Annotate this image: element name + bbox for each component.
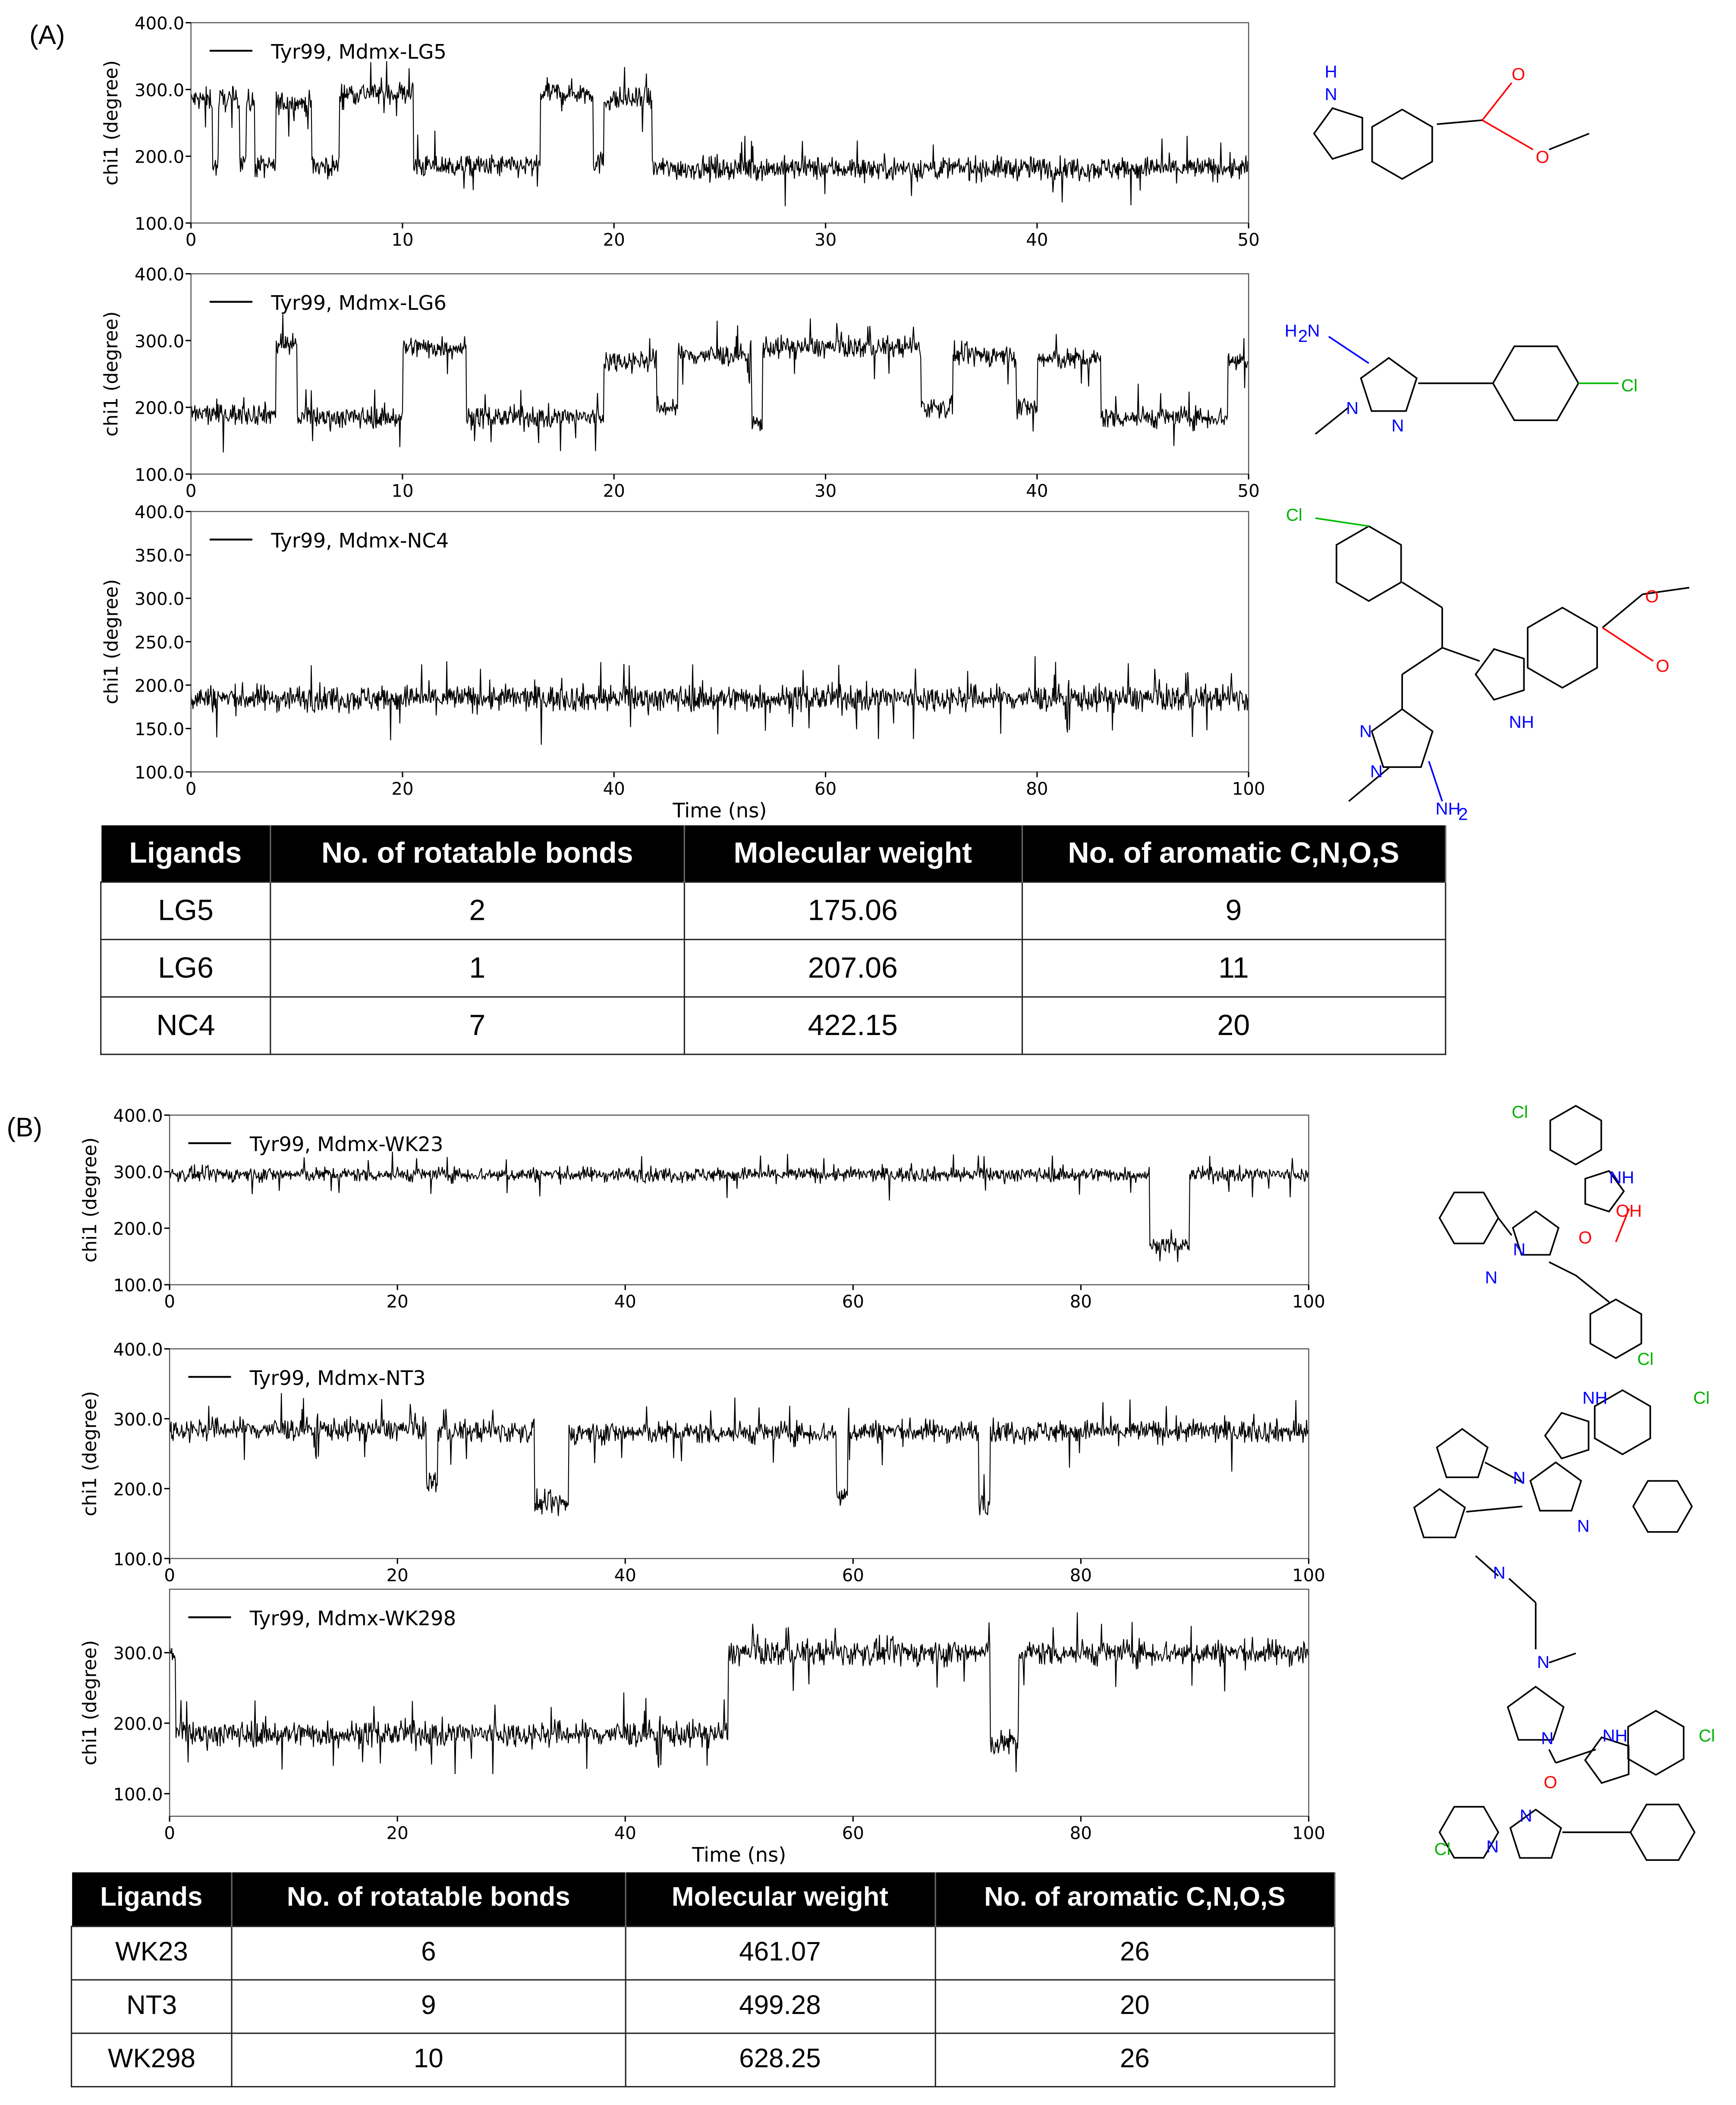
ring: [1440, 1193, 1498, 1243]
molecule-nc4: [1286, 505, 1670, 824]
y-tick-label: 100.0: [113, 1276, 163, 1296]
ring: [1508, 1687, 1563, 1740]
panel-label-b: (B): [6, 1114, 43, 1143]
y-tick-label: 100.0: [113, 1784, 163, 1805]
y-tick-label: 300.0: [134, 80, 185, 101]
atom: N: [1391, 415, 1404, 435]
x-tick-label: 20: [603, 481, 625, 501]
atom: NH: [1582, 1388, 1608, 1408]
atom: Cl: [1621, 375, 1638, 395]
bond: [1329, 337, 1369, 363]
x-tick-label: 60: [842, 1565, 864, 1586]
y-tick-label: 400.0: [134, 503, 185, 523]
legend-label: Tyr99, Mdmx-LG6: [271, 291, 447, 315]
table-cell: 1: [270, 939, 684, 996]
atom: N: [1577, 1516, 1590, 1536]
x-tick-label: 80: [1069, 1823, 1092, 1844]
column-header: No. of aromatic C,N,O,S: [1022, 825, 1446, 881]
ring: [1475, 649, 1524, 700]
atom: NH: [1602, 1726, 1628, 1746]
bond: [1549, 1749, 1556, 1763]
atom: Cl: [1511, 1102, 1528, 1122]
y-tick-label: 100.0: [134, 214, 185, 234]
x-tick-label: 0: [164, 1823, 175, 1844]
ring: [1545, 1413, 1588, 1459]
panel-label-a: (A): [29, 21, 65, 51]
column-header: Molecular weight: [684, 825, 1022, 881]
y-tick-label: 400.0: [113, 1340, 163, 1360]
table-cell: 26: [935, 2033, 1335, 2086]
ring: [1337, 526, 1401, 601]
x-tick-label: 60: [842, 1823, 864, 1844]
molecule-wk298: [1434, 1563, 1715, 1859]
x-tick-label: 0: [164, 1565, 175, 1586]
y-tick-label: 200.0: [134, 398, 185, 418]
molecule-lg6: [1285, 321, 1638, 435]
x-tick-label: 20: [603, 230, 625, 250]
ring: [1314, 108, 1362, 159]
ring: [1372, 110, 1432, 179]
bond: [1482, 120, 1533, 150]
atom: N: [1537, 1652, 1550, 1672]
x-tick-label: 0: [164, 1292, 175, 1312]
atom: H: [1324, 62, 1337, 82]
x-tick-label: 40: [614, 1823, 636, 1844]
x-tick-label: 20: [386, 1565, 409, 1586]
atom: O: [1511, 64, 1525, 84]
y-tick-label: 100.0: [113, 1549, 163, 1570]
bond: [1315, 518, 1369, 526]
table-cell: 207.06: [684, 939, 1022, 996]
atom: Cl: [1434, 1839, 1451, 1859]
bond: [1498, 1218, 1512, 1235]
bond: [1602, 628, 1653, 661]
atom: 2: [1298, 326, 1308, 346]
y-axis-label: chi1 (degree): [79, 1640, 101, 1765]
atom: N: [1307, 321, 1320, 341]
atom: O: [1656, 656, 1670, 676]
y-tick-label: 150.0: [134, 720, 185, 740]
bond: [1437, 120, 1482, 124]
atom: O: [1578, 1227, 1592, 1247]
y-axis-label: chi1 (degree): [101, 60, 123, 186]
x-tick-label: 10: [391, 230, 414, 250]
table-cell: 461.07: [625, 1926, 935, 1979]
y-tick-label: 400.0: [134, 14, 185, 34]
y-tick-label: 400.0: [134, 265, 185, 285]
table-cell: 26: [935, 1926, 1335, 1979]
table-cell: WK23: [72, 1926, 232, 1979]
atom: N: [1513, 1240, 1526, 1259]
y-tick-label: 200.0: [134, 676, 185, 696]
ring: [1414, 1489, 1465, 1537]
x-tick-label: 30: [814, 481, 837, 501]
x-tick-label: 40: [1026, 230, 1048, 250]
atom: OH: [1616, 1201, 1642, 1221]
y-tick-label: 250.0: [134, 632, 185, 653]
y-tick-label: 200.0: [113, 1714, 163, 1734]
y-tick-label: 200.0: [113, 1479, 163, 1500]
ring: [1528, 607, 1597, 688]
x-tick-label: 50: [1237, 230, 1260, 250]
bond: [1549, 1653, 1576, 1663]
ring: [1590, 1299, 1641, 1358]
x-tick-label: 40: [1026, 481, 1048, 501]
legend-label: Tyr99, Mdmx-WK298: [249, 1607, 456, 1630]
x-tick-label: 80: [1026, 779, 1048, 799]
ring: [1510, 1809, 1561, 1858]
atom: N: [1493, 1563, 1506, 1583]
column-header: Ligands: [72, 1872, 232, 1926]
bond: [1576, 1275, 1609, 1302]
table-cell: 20: [1022, 996, 1446, 1054]
bond: [1442, 648, 1480, 661]
table-cell: NT3: [72, 1979, 232, 2033]
table-cell: LG5: [101, 881, 271, 939]
x-tick-label: 40: [614, 1565, 636, 1586]
legend-label: Tyr99, Mdmx-NT3: [249, 1366, 426, 1390]
column-header: No. of aromatic C,N,O,S: [935, 1872, 1335, 1926]
molecule-wk23: [1485, 1102, 1654, 1369]
ring: [1630, 1805, 1695, 1860]
y-axis-label: chi1 (degree): [101, 311, 123, 437]
x-tick-label: 0: [185, 230, 197, 250]
atom: Cl: [1637, 1349, 1654, 1369]
y-tick-label: 100.0: [134, 763, 185, 783]
x-tick-label: 100: [1292, 1292, 1325, 1312]
table-cell: 2: [270, 881, 684, 939]
x-tick-label: 20: [391, 779, 414, 799]
bond: [1509, 1579, 1536, 1603]
y-tick-label: 100.0: [134, 465, 185, 485]
ring: [1493, 346, 1579, 420]
atom: N: [1513, 1468, 1526, 1488]
table-cell: NC4: [101, 996, 271, 1054]
x-tick-label: 100: [1232, 779, 1265, 799]
atom: N: [1324, 85, 1337, 104]
ring: [1633, 1481, 1692, 1532]
atom: N: [1486, 1837, 1499, 1856]
x-axis-label: Time (ns): [673, 799, 767, 822]
y-tick-label: 300.0: [113, 1644, 163, 1664]
x-tick-label: 80: [1069, 1292, 1092, 1312]
bond: [1429, 761, 1442, 801]
x-tick-label: 20: [386, 1823, 409, 1844]
column-header: Ligands: [101, 825, 271, 881]
column-header: No. of rotatable bonds: [270, 825, 684, 881]
bond: [1549, 134, 1589, 150]
table-cell: 9: [1022, 881, 1446, 939]
x-tick-label: 40: [603, 779, 625, 799]
x-tick-label: 20: [386, 1292, 409, 1312]
table-cell: LG6: [101, 939, 271, 996]
bond: [1482, 83, 1512, 120]
table-cell: 422.15: [684, 996, 1022, 1054]
x-tick-label: 0: [185, 779, 197, 799]
y-tick-label: 400.0: [113, 1106, 163, 1126]
bond: [1349, 768, 1389, 801]
atom: Cl: [1693, 1388, 1710, 1408]
x-axis-label: Time (ns): [692, 1843, 786, 1866]
table-cell: 9: [232, 1979, 625, 2033]
ring: [1361, 358, 1417, 411]
table-cell: 175.06: [684, 881, 1022, 939]
ring: [1628, 1711, 1684, 1775]
y-tick-label: 300.0: [113, 1410, 163, 1430]
column-header: No. of rotatable bonds: [232, 1872, 625, 1926]
x-tick-label: 0: [185, 481, 197, 501]
y-tick-label: 300.0: [134, 589, 185, 610]
atom: N: [1519, 1806, 1532, 1826]
atom: 2: [1458, 804, 1468, 824]
bond: [1556, 1749, 1596, 1763]
x-tick-label: 80: [1069, 1565, 1092, 1586]
ring: [1530, 1462, 1581, 1510]
atom: Cl: [1698, 1726, 1715, 1746]
x-tick-label: 30: [814, 230, 837, 250]
y-axis-label: chi1 (degree): [101, 579, 123, 705]
y-axis-label: chi1 (degree): [79, 1137, 101, 1263]
atom: H: [1284, 321, 1297, 341]
column-header: Molecular weight: [625, 1872, 935, 1926]
table-cell: 7: [270, 996, 684, 1054]
x-tick-label: 100: [1292, 1823, 1325, 1844]
y-tick-label: 200.0: [134, 147, 185, 167]
legend-label: Tyr99, Mdmx-WK23: [249, 1133, 443, 1156]
atom: O: [1544, 1772, 1557, 1792]
ring: [1437, 1429, 1488, 1477]
ring: [1550, 1106, 1601, 1164]
table-cell: 10: [232, 2033, 625, 2086]
table-cell: 499.28: [625, 1979, 935, 2033]
bond: [1402, 648, 1442, 674]
atom: NH: [1435, 799, 1461, 819]
bond: [1466, 1507, 1522, 1512]
x-tick-label: 50: [1237, 481, 1260, 501]
ring: [1372, 709, 1433, 767]
table-cell: 628.25: [625, 2033, 935, 2086]
table-cell: 11: [1022, 939, 1446, 996]
table-cell: 6: [232, 1926, 625, 1979]
atom: N: [1541, 1728, 1554, 1748]
y-tick-label: 350.0: [134, 546, 185, 566]
y-axis-label: chi1 (degree): [79, 1391, 101, 1517]
bond: [1602, 594, 1642, 627]
legend-label: Tyr99, Mdmx-NC4: [271, 529, 449, 553]
legend-label: Tyr99, Mdmx-LG5: [271, 40, 447, 64]
bond: [1549, 1262, 1576, 1275]
x-tick-label: 40: [614, 1292, 636, 1312]
table-cell: WK298: [72, 2033, 232, 2086]
atom: Cl: [1286, 505, 1302, 525]
x-tick-label: 10: [391, 481, 414, 501]
bond: [1315, 407, 1349, 434]
molecule-nt3: [1513, 1388, 1710, 1535]
atom: NH: [1609, 1167, 1635, 1187]
atom: N: [1485, 1268, 1498, 1287]
x-tick-label: 100: [1292, 1565, 1325, 1586]
atom: O: [1535, 147, 1550, 167]
bond: [1402, 582, 1442, 608]
atom: O: [1645, 587, 1659, 607]
atom: N: [1346, 398, 1359, 418]
x-tick-label: 60: [814, 779, 837, 799]
table-cell: 20: [935, 1979, 1335, 2033]
y-tick-label: 300.0: [113, 1163, 163, 1183]
atom: NH: [1509, 712, 1534, 732]
y-tick-label: 200.0: [113, 1219, 163, 1240]
y-tick-label: 300.0: [134, 331, 185, 352]
x-tick-label: 60: [842, 1292, 864, 1312]
atom: N: [1359, 721, 1372, 741]
atom: N: [1370, 761, 1383, 781]
